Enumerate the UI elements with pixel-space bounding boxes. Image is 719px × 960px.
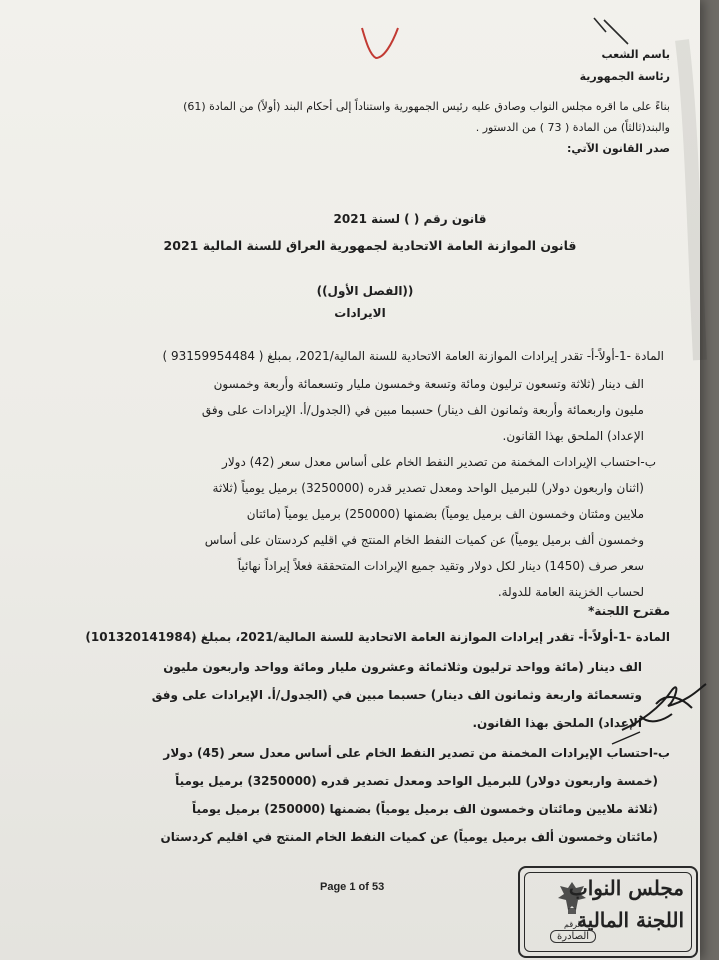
article-original-line: الف دينار (ثلاثة وتسعون ترليون ومائة وتسعة وخمسون مليار وتسعمائة وأربعة وخمسون [213,377,644,391]
header-presidency: رئاسة الجمهورية [579,70,670,83]
article-original-line: سعر صرف (1450) دينار لكل دولار وتقيد جميع الإيرادات المتحققة فعلاً إيراداً نهائياً [237,559,644,573]
article-original-line: الإعداد) الملحق بهذا القانون. [502,429,644,443]
stamp-committee: اللجنة المالية [576,908,684,932]
page-number: Page 1 of 53 [320,881,385,893]
article-proposed-line: الإعداد) الملحق بهذا القانون. [472,716,642,730]
article-original-line: مليون واربعمائة وأربعة وثمانون الف دينار) حسبما مبين في (الجدول/أ. الإيرادات على وفق [201,403,644,417]
article-proposed-line: (مائتان وخمسون ألف برميل يومياً) عن كميات النفط الخام المنتج في اقليم كردستان [160,830,658,844]
article-original-line: (اثنان واربعون دولار) للبرميل الواحد ومعدل تصدير قدره (3250000) برميل يومياً (ثلاثة [212,481,644,495]
chapter-heading: ((الفصل الأول)) [316,284,414,298]
article-original-line: ب-احتساب الإيرادات المخمنة من تصدير النفط الخام على أساس معدل سعر (42) دولار [222,455,656,469]
committee-stamp [518,866,698,958]
law-number: قانون رقم ( ) لسنة 2021 [333,212,487,226]
header-promulgation: صدر القانون الآتي: [567,142,670,155]
article-original-line: المادة -1-أولاً-أ- تقدر إيرادات الموازنة العامة الاتحادية للسنة المالية/2021، بمبلغ ( 93159954484 ) [162,349,664,363]
header-preamble-2: والبند(ثالثاً) من المادة ( 73 ) من الدستور . [475,121,670,134]
article-original-line: لحساب الخزينة العامة للدولة. [497,585,644,599]
article-proposed-line: الف دينار (مائة وواحد ترليون وثلاثمائة وعشرون مليار ومائة وواحد واربعون مليون [163,660,642,674]
stamp-parliament: مجلس النواب [568,876,684,900]
law-title: قانون الموازنة العامة الاتحادية لجمهورية العراق للسنة المالية 2021 [163,238,577,253]
article-proposed-line: (خمسة واربعون دولار) للبرميل الواحد ومعدل تصدير قدره (3250000) برميل يومياً [175,774,658,788]
article-proposed-line: وتسعمائة واربعة وثمانون الف دينار) حسبما مبين في (الجدول/أ. الإيرادات على وفق [151,688,642,702]
article-proposed-line: المادة -1-أولاً-أ- تقدر إيرادات الموازنة العامة الاتحادية للسنة المالية/2021، بمبلغ (101320141984) [85,630,670,644]
article-original-line: ملايين ومئتان وخمسون الف برميل يومياً) بضمنها (250000) برميل يومياً (مائتان [246,507,644,521]
header-preamble-1: بناءً على ما اقره مجلس النواب وصادق عليه رئيس الجمهورية واستناداً إلى أحكام البند (أولاً) من المادة (61) [183,100,670,113]
article-proposed-line: ب-احتساب الإيرادات المخمنة من تصدير النفط الخام على أساس معدل سعر (45) دولار [163,746,670,760]
section-heading: الايرادات [334,306,386,320]
stamp-outgoing: الصادرة [550,930,596,943]
article-original-line: وخمسون ألف برميل يومياً) عن كميات النفط الخام المنتج في اقليم كردستان على أساس [204,533,644,547]
stamp-number-label: الرقم [564,920,583,929]
article-proposed-line: (ثلاثة ملايين ومائتان وخمسون الف برميل يومياً) بضمنها (250000) برميل يومياً [191,802,658,816]
header-basmala: باسم الشعب [601,48,670,61]
committee-heading: مقترح اللجنة* [588,604,670,618]
